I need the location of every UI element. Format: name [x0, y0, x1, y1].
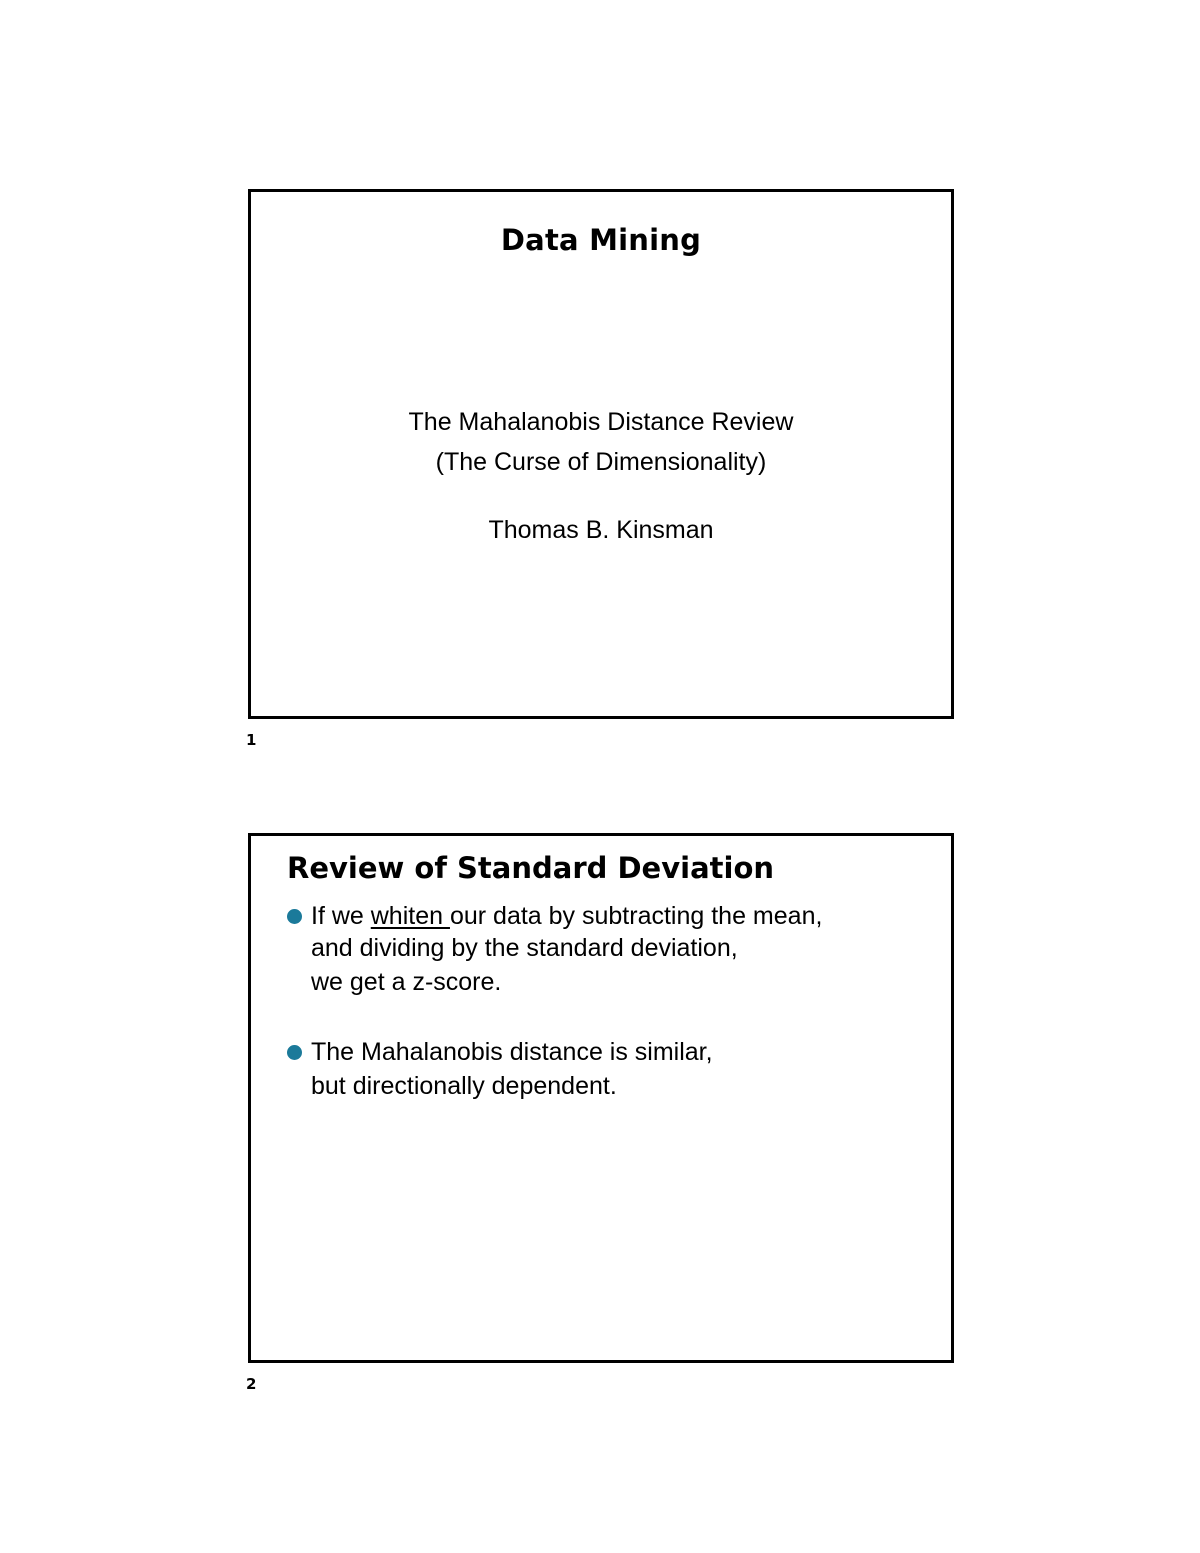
slide-2-frame [248, 833, 954, 1363]
slide-title: Data Mining [500, 223, 702, 257]
slide-number-1: 1 [246, 731, 257, 749]
bullet-dot-icon [287, 909, 302, 924]
slide-1-frame [248, 189, 954, 719]
bullet-2-line-1: The Mahalanobis distance is similar, [311, 1038, 713, 1066]
bullet-1-line-3: we get a z-score. [311, 968, 502, 996]
bullet-1-underlined-word: whiten [370, 902, 450, 930]
bullet-1-suffix: our data by subtracting the mean, [449, 902, 823, 930]
bullet-1-line-2: and dividing by the standard deviation, [311, 934, 738, 962]
bullet-1-line-1 [311, 900, 822, 932]
bullet-text-1 [311, 900, 822, 998]
bullet-2-line-2: but directionally dependent. [311, 1072, 617, 1100]
slide-subtitle [251, 402, 951, 482]
bullet-1-prefix: If we [311, 902, 371, 930]
subtitle-line-1: The Mahalanobis Distance Review [408, 408, 794, 436]
slide-heading: Review of Standard Deviation [287, 851, 775, 885]
bullet-text-2 [311, 1036, 713, 1102]
bullet-dot-icon [287, 1045, 302, 1060]
subtitle-line-2: (The Curse of Dimensionality) [435, 448, 767, 476]
slide-author: Thomas B. Kinsman [488, 516, 714, 544]
slide-number-2: 2 [246, 1375, 257, 1393]
